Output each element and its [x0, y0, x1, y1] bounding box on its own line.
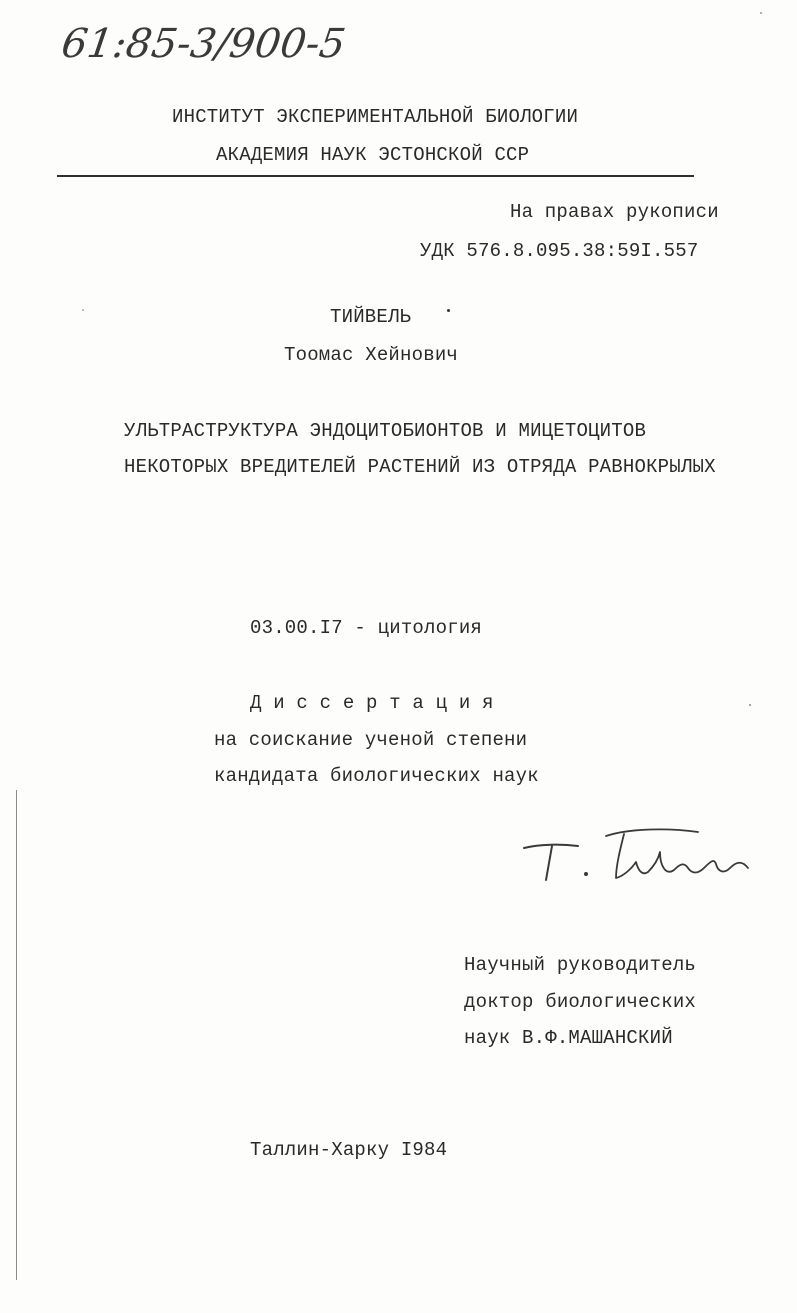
institute-name: ИНСТИТУТ ЭКСПЕРИМЕНТАЛЬНОЙ БИОЛОГИИ	[172, 106, 579, 128]
handwritten-archive-number: 61:85-3/900-5	[58, 21, 349, 67]
header-divider	[57, 175, 694, 177]
supervisor-degree: доктор биологических	[464, 991, 697, 1013]
scan-binding-edge	[16, 790, 17, 1280]
manuscript-rights: На правах рукописи	[510, 201, 719, 223]
ink-speck	[447, 309, 450, 312]
author-surname: ТИЙВЕЛЬ	[330, 306, 412, 328]
scan-speck	[749, 704, 751, 706]
degree-line-1: на соискание ученой степени	[214, 729, 528, 751]
supervisor-label: Научный руководитель	[464, 954, 697, 976]
scan-speck	[82, 309, 84, 311]
specialty-code: 03.00.I7 - цитология	[250, 617, 483, 639]
place-and-year: Таллин-Харку I984	[250, 1139, 448, 1161]
udc-code: УДК 576.8.095.38:59I.557	[420, 240, 699, 262]
supervisor-name: наук В.Ф.МАШАНСКИЙ	[464, 1027, 673, 1049]
scan-speck	[760, 12, 762, 14]
dissertation-heading: Д и с с е р т а ц и я	[250, 692, 494, 714]
thesis-title-line-1: УЛЬТРАСТРУКТУРА ЭНДОЦИТОБИОНТОВ И МИЦЕТОЦИТОВ	[124, 420, 647, 442]
degree-line-2: кандидата биологических наук	[214, 765, 539, 787]
academy-name: АКАДЕМИЯ НАУК ЭСТОНСКОЙ ССР	[216, 144, 530, 166]
thesis-title-line-2: НЕКОТОРЫХ ВРЕДИТЕЛЕЙ РАСТЕНИЙ ИЗ ОТРЯДА РАВНОКРЫЛЫХ	[124, 456, 716, 478]
author-signature	[520, 822, 760, 892]
author-full-name: Тоомас Хейнович	[284, 344, 459, 366]
